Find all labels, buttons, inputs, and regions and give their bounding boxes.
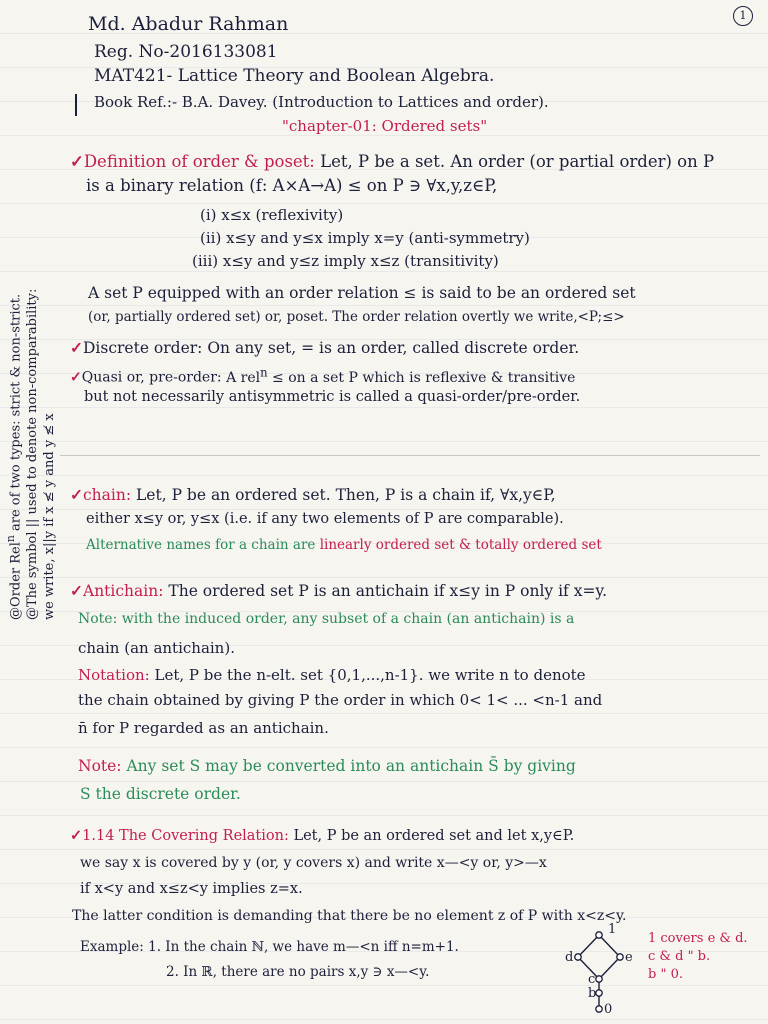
chain-heading: chain: (83, 486, 132, 504)
check-icon: ✓ (70, 369, 82, 386)
definition-item-antisymmetry: (ii) x≤y and y≤x imply x=y (anti-symmetry) (200, 229, 530, 247)
note-discrete-2: S the discrete order. (80, 785, 241, 803)
quasi-order-line-1 (70, 362, 575, 388)
margin-bar (75, 94, 77, 116)
antichain-note-2: chain (an antichain). (78, 639, 235, 657)
cover-relation-2: c & d " b. (648, 949, 711, 964)
check-icon: ✓ (70, 581, 83, 600)
quasi-order-line-2: but not necessarily antisymmetric is called a quasi-order/pre-order. (84, 389, 581, 405)
covering-line-4: The latter condition is demanding that there be no element z of P with x<z<y. (72, 908, 627, 924)
covering-heading: 1.14 The Covering Relation: (82, 828, 289, 844)
chain-line-3 (86, 535, 602, 555)
definition-heading: Definition of order & poset: (83, 152, 315, 171)
margin-note-3: we write, x||y if x ≰ y and y ≰ x (42, 413, 58, 620)
chain-alt-prefix: Alternative names for a chain are (86, 537, 316, 553)
covering-line-1 (70, 826, 574, 846)
discrete-order (70, 338, 579, 358)
hasse-diagram (564, 922, 634, 1017)
hasse-diagram-svg (564, 922, 634, 1017)
definition-line-4: (or, partially ordered set) or, poset. The order relation overtly we write,<P;≤> (88, 309, 625, 325)
node-e (617, 954, 623, 960)
notation-line-3: n̄ for P regarded as an antichain. (78, 719, 329, 737)
margin-notes (2, 60, 58, 620)
example-line-1 (80, 937, 459, 957)
notation-text-1: Let, P be the n-elt. set {0,1,...,n-1}. we write n to denote (154, 666, 586, 684)
antichain-text: The ordered set P is an antichain if x≤y in P only if x=y. (168, 582, 608, 600)
check-icon: ✓ (70, 827, 83, 844)
label-c: c (588, 972, 596, 987)
cover-relation-1: 1 covers e & d. (648, 931, 748, 946)
node-b (596, 990, 602, 996)
discrete-text: On any set, = is an order, called discrete order. (207, 339, 580, 357)
label-1: 1 (608, 922, 617, 937)
page-number: 1 (733, 6, 753, 26)
definition-line-1 (70, 152, 714, 172)
chain-line-2: either x≤y or, y≤x (i.e. if any two elements of P are comparable). (86, 511, 564, 527)
margin-note-2: @The symbol || used to denote non-comparability: (25, 288, 41, 620)
antichain-note-1: Note: with the induced order, any subset of a chain (an antichain) is a (78, 611, 575, 627)
definition-line-3: A set P equipped with an order relation ≤ is said to be an ordered set (88, 284, 636, 302)
check-icon: ✓ (70, 485, 83, 504)
margin-note-1: @Order Rel$^n$ are of two types: strict & non-strict. (4, 293, 24, 620)
notation-heading: Notation: (78, 666, 150, 684)
quasi-heading: Quasi or, pre-order: (81, 369, 222, 386)
section-divider (60, 455, 760, 456)
antichain-heading: Antichain: (83, 582, 164, 600)
example-label: Example: (80, 939, 144, 955)
definition-item-reflexivity: (i) x≤x (reflexivity) (200, 206, 344, 224)
cover-relations (648, 930, 748, 984)
note-discrete-text-1: Any set S may be converted into an antichain S̄ by giving (126, 757, 576, 775)
note-discrete-1 (78, 756, 576, 776)
quasi-text-1: A rel$^n$ ≤ on a set P which is reflexive & transitive (226, 365, 576, 386)
check-icon: ✓ (70, 152, 84, 171)
chain-text-1: Let, P be an ordered set. Then, P is a chain if, ∀x,y∈P, (136, 486, 556, 504)
student-name: Md. Abadur Rahman (88, 13, 289, 35)
node-d (575, 954, 581, 960)
covering-text-1: Let, P be an ordered set and let x,y∈P. (293, 828, 575, 844)
label-b: b (588, 986, 597, 1001)
course-title: MAT421- Lattice Theory and Boolean Algebra. (94, 66, 495, 86)
node-1 (596, 932, 602, 938)
node-0 (596, 1006, 602, 1012)
book-reference: Book Ref.:- B.A. Davey. (Introduction to Lattices and order). (94, 93, 549, 111)
note-heading: Note: (78, 757, 122, 775)
notation-line-2: the chain obtained by giving P the order in which 0< 1< ... <n-1 and (78, 691, 603, 709)
notation-line-1 (78, 665, 586, 685)
check-icon: ✓ (70, 338, 83, 357)
label-e: e (625, 950, 633, 965)
label-0: 0 (604, 1002, 613, 1017)
definition-item-transitivity: (iii) x≤y and y≤z imply x≤z (transitivity) (192, 252, 499, 270)
node-c (596, 976, 602, 982)
chain-line-1 (70, 485, 556, 505)
definition-text: Let, P be a set. An order (or partial order) on P (320, 152, 715, 171)
antichain-line (70, 581, 607, 601)
example-1: 1. In the chain ℕ, we have m—<n iff n=m+1. (148, 939, 459, 955)
definition-line-2: is a binary relation (f: A×A→A) ≤ on P ∋ ∀x,y,z∈P, (86, 176, 498, 195)
registration-number: Reg. No-2016133081 (94, 42, 278, 62)
chain-alt-names: linearly ordered set & totally ordered set (319, 537, 602, 553)
label-d: d (565, 950, 574, 965)
covering-line-2: we say x is covered by y (or, y covers x) and write x—<y or, y>—x (80, 855, 547, 871)
cover-relation-3: b " 0. (648, 967, 683, 982)
example-line-2: 2. In ℝ, there are no pairs x,y ∋ x—<y. (166, 964, 430, 980)
discrete-heading: Discrete order: (83, 339, 203, 357)
chapter-title: "chapter-01: Ordered sets" (282, 117, 488, 135)
covering-line-3: if x<y and x≤z<y implies z=x. (80, 881, 303, 897)
